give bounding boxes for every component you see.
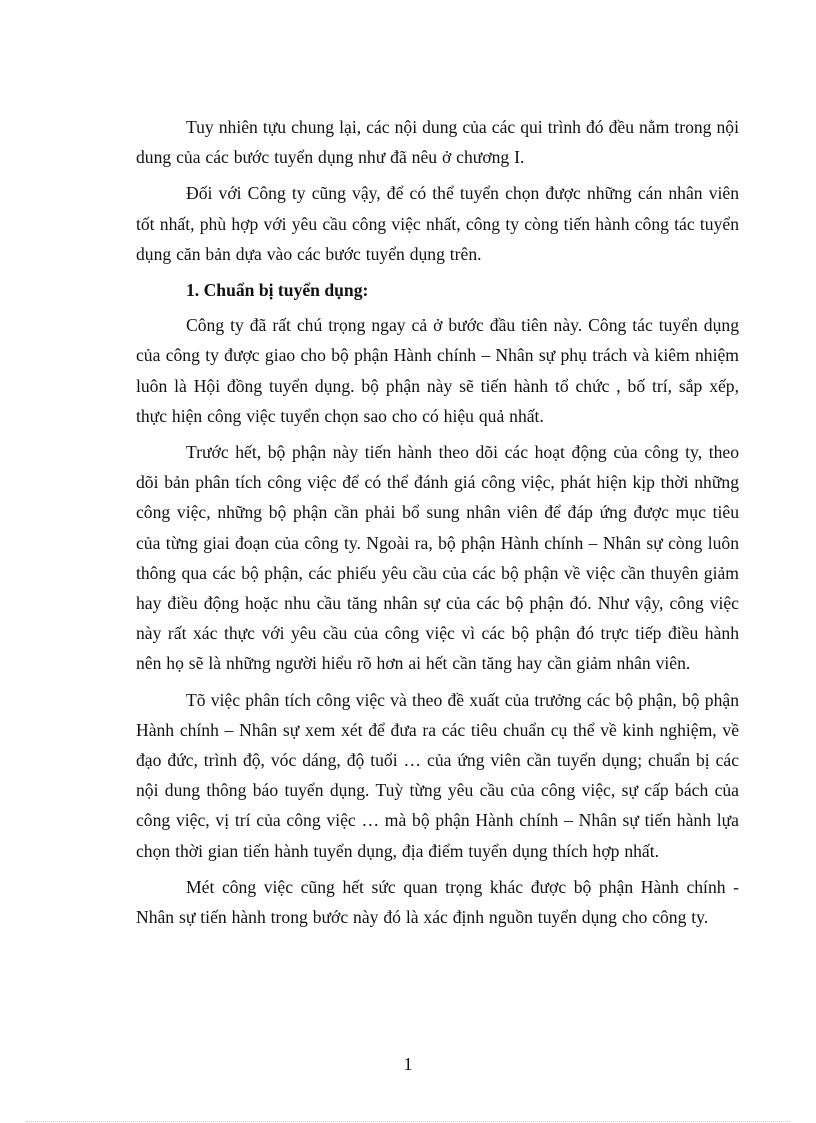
paragraph-monitoring: Trước hết, bộ phận này tiến hành theo dõi các hoạt động của công ty, theo dõi bản phân tích công việc để có thể đánh giá công việc, phát hiện kịp thời những công việc, những bộ phận cần phải bổ sung nhân viên để đáp ứng được mục tiêu của từng giai đoạn của công ty. Ngoài ra, bộ phận Hành chính – Nhân sự còng luôn thông qua các bộ phận, các phiếu yêu cầu của các bộ phận về việc cần thuyên giảm hay điều động hoặc nhu cầu tăng nhân sự của các bộ phận đó. Như vậy, công việc này rất xác thực với yêu cầu của công việc vì các bộ phận đó trực tiếp điều hành nên họ sẽ là những người hiểu rõ hơn ai hết cần tăng hay cần giảm nhân viên. bbox=[136, 442, 739, 674]
page-bottom-divider bbox=[26, 1121, 790, 1122]
page-content bbox=[136, 112, 739, 938]
paragraph-criteria: Tõ việc phân tích công việc và theo đề xuất của trưởng các bộ phận, bộ phận Hành chính – Nhân sự xem xét để đưa ra các tiêu chuẩn cụ thể về kinh nghiệm, về đạo đức, trình độ, vóc dáng, độ tuổi … của ứng viên cần tuyển dụng; chuẩn bị các nội dung thông báo tuyển dụng. Tuỳ từng yêu cầu của công việc, sự cấp bách của công việc, vị trí của công việc … mà bộ phận Hành chính – Nhân sự tiến hành lựa chọn thời gian tiến hành tuyển dụng, địa điểm tuyển dụng thích hợp nhất. bbox=[136, 689, 739, 861]
paragraph-preparation: Công ty đã rất chú trọng ngay cả ở bước đầu tiên này. Công tác tuyển dụng của công ty được giao cho bộ phận Hành chính – Nhân sự phụ trách và kiêm nhiệm luôn là Hội đồng tuyển dụng. bộ phận này sẽ tiến hành tổ chức , bố trí, sắp xếp, thực hiện công việc tuyển chọn sao cho có hiệu quả nhất. bbox=[136, 315, 739, 426]
paragraph-intro: Tuy nhiên tựu chung lại, các nội dung của các qui trình đó đều nằm trong nội dung của các bước tuyển dụng như đã nêu ở chương I. bbox=[136, 117, 739, 168]
page-number: 1 bbox=[403, 1054, 413, 1074]
paragraph-company: Đối với Công ty cũng vậy, để có thể tuyển chọn được những cán nhân viên tốt nhất, phù hợp với yêu cầu công việc nhất, công ty còng tiến hành công tác tuyển dụng căn bản dựa vào các bước tuyển dụng trên. bbox=[136, 183, 739, 264]
paragraph-sources: Mét công việc cũng hết sức quan trọng khác được bộ phận Hành chính - Nhân sự tiến hành trong bước này đó là xác định nguồn tuyển dụng cho công ty. bbox=[136, 876, 739, 928]
section-heading: 1. Chuẩn bị tuyển dụng: bbox=[186, 280, 369, 301]
